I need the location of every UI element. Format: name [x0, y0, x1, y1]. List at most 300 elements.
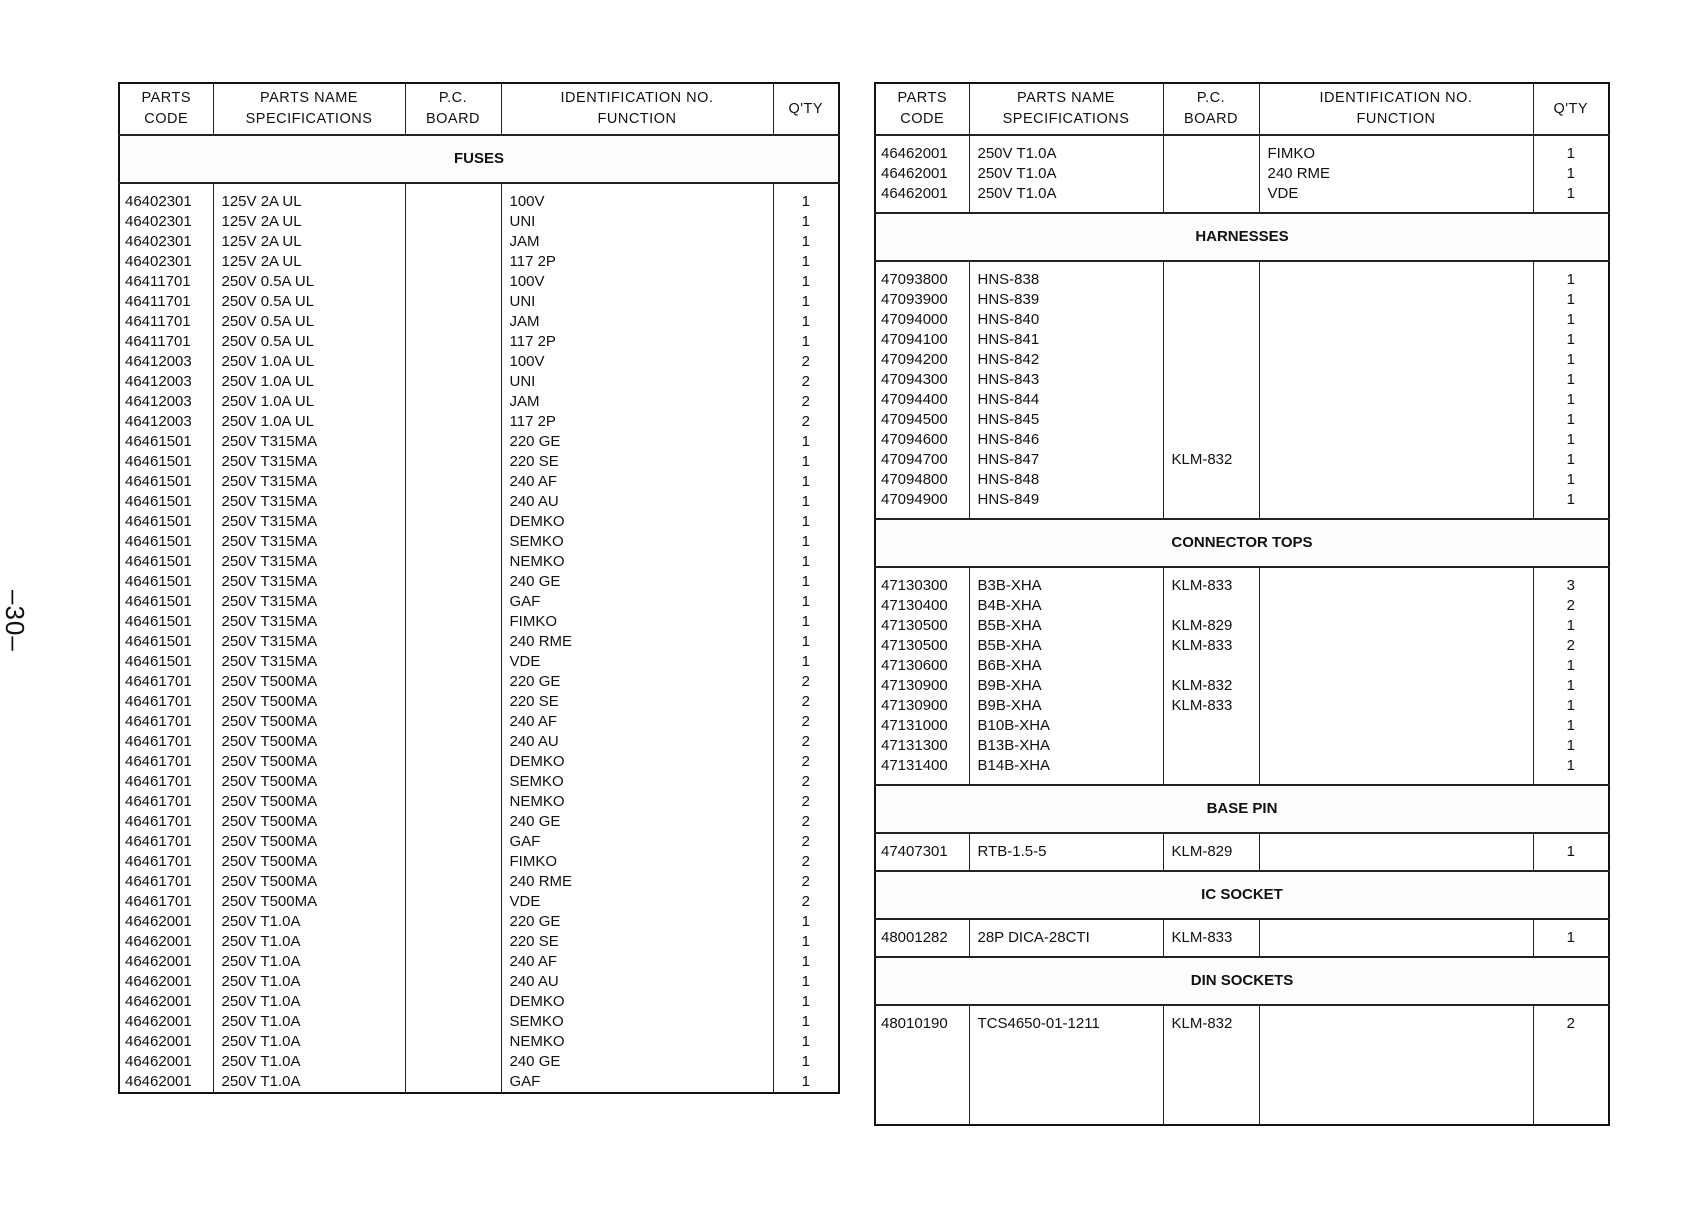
spacer-cell — [1163, 567, 1259, 576]
table-row — [119, 452, 839, 472]
parts-code-cell: 47094900 — [875, 490, 969, 510]
parts-code-cell: 46462001 — [119, 972, 213, 992]
parts-name-cell: HNS-847 — [969, 450, 1163, 470]
qty-cell: 1 — [773, 1052, 839, 1072]
table-row — [875, 636, 1609, 656]
parts-name-cell: B13B-XHA — [969, 736, 1163, 756]
function-cell: 240 RME — [501, 632, 773, 652]
pc-board-cell — [405, 492, 501, 512]
parts-name-cell: HNS-843 — [969, 370, 1163, 390]
header-line: PARTS — [141, 90, 191, 106]
function-cell: 240 RME — [1259, 164, 1533, 184]
parts-name-cell: 250V T315MA — [213, 652, 405, 672]
spacer-cell — [1533, 261, 1609, 270]
pc-board-cell — [1163, 756, 1259, 776]
qty-cell: 2 — [773, 812, 839, 832]
parts-code-cell: 47094600 — [875, 430, 969, 450]
function-cell: 117 2P — [501, 412, 773, 432]
spacer-row — [875, 919, 1609, 928]
pc-board-cell — [1163, 270, 1259, 290]
parts-name-cell: B14B-XHA — [969, 756, 1163, 776]
table-row — [875, 616, 1609, 636]
pc-board-cell — [405, 412, 501, 432]
table-row — [119, 672, 839, 692]
parts-name-cell: 125V 2A UL — [213, 252, 405, 272]
spacer-cell — [1533, 833, 1609, 842]
parts-code-cell: 46461701 — [119, 672, 213, 692]
spacer-cell — [1259, 135, 1533, 144]
function-cell: 220 SE — [501, 452, 773, 472]
function-cell — [1259, 410, 1533, 430]
pc-board-cell — [405, 232, 501, 252]
table-row — [119, 612, 839, 632]
function-cell: 220 SE — [501, 692, 773, 712]
table-row — [875, 596, 1609, 616]
function-cell: JAM — [501, 312, 773, 332]
parts-table-right — [874, 82, 1610, 1126]
pc-board-cell — [405, 752, 501, 772]
qty-cell: 2 — [773, 792, 839, 812]
qty-cell: 1 — [1533, 676, 1609, 696]
pc-board-cell — [405, 912, 501, 932]
parts-name-cell: 250V T1.0A — [213, 1012, 405, 1032]
qty-cell: 1 — [773, 332, 839, 352]
table-row — [119, 472, 839, 492]
parts-code-cell: 46462001 — [875, 184, 969, 204]
pc-board-cell — [405, 1032, 501, 1052]
parts-code-cell: 47130900 — [875, 676, 969, 696]
function-cell: 240 AF — [501, 472, 773, 492]
parts-name-cell: 250V T500MA — [213, 892, 405, 912]
table-row — [119, 352, 839, 372]
header-line: BOARD — [1183, 111, 1239, 127]
qty-cell: 1 — [773, 1072, 839, 1093]
header-line: FUNCTION — [1356, 111, 1436, 127]
parts-code-cell: 46462001 — [119, 952, 213, 972]
parts-name-cell: 250V T1.0A — [213, 1072, 405, 1093]
pc-board-cell — [405, 652, 501, 672]
parts-code-cell: 47130900 — [875, 696, 969, 716]
pc-board-cell — [405, 512, 501, 532]
parts-name-cell: HNS-839 — [969, 290, 1163, 310]
parts-name-cell: 250V T315MA — [213, 592, 405, 612]
function-cell: 240 AF — [501, 952, 773, 972]
spacer-cell — [773, 183, 839, 192]
spacer-cell — [1163, 862, 1259, 871]
section-header — [875, 213, 1609, 261]
pc-board-cell — [405, 572, 501, 592]
spacer-cell — [1259, 948, 1533, 957]
qty-cell: 2 — [1533, 1014, 1609, 1034]
function-cell — [1259, 390, 1533, 410]
table-row — [875, 290, 1609, 310]
parts-name-cell: 250V T1.0A — [213, 1032, 405, 1052]
parts-name-cell: 250V 0.5A UL — [213, 312, 405, 332]
table-row — [875, 676, 1609, 696]
parts-code-cell: 46402301 — [119, 232, 213, 252]
parts-code-cell: 46412003 — [119, 372, 213, 392]
spacer-cell — [1163, 948, 1259, 957]
function-cell: GAF — [501, 832, 773, 852]
spacer-cell — [1163, 135, 1259, 144]
parts-name-cell: 250V T315MA — [213, 572, 405, 592]
table-row — [119, 212, 839, 232]
table-body-right — [875, 135, 1609, 1125]
parts-code-cell: 46461501 — [119, 432, 213, 452]
spacer-cell — [1533, 1005, 1609, 1014]
pc-board-cell: KLM-832 — [1163, 450, 1259, 470]
qty-cell: 1 — [773, 252, 839, 272]
parts-code-cell: 46402301 — [119, 192, 213, 212]
parts-table-left — [118, 82, 840, 1094]
header-line: P.C. — [438, 90, 468, 106]
spacer-row — [875, 567, 1609, 576]
table-row — [875, 470, 1609, 490]
pc-board-cell: KLM-832 — [1163, 1014, 1259, 1034]
pc-board-cell: KLM-833 — [1163, 928, 1259, 948]
table-row — [119, 492, 839, 512]
table-row — [875, 1014, 1609, 1034]
qty-cell: 1 — [773, 492, 839, 512]
spacer-cell — [875, 948, 969, 957]
table-row — [875, 144, 1609, 164]
parts-name-cell: 250V T500MA — [213, 752, 405, 772]
parts-name-cell: TCS4650-01-1211 — [969, 1014, 1163, 1034]
parts-code-cell: 46412003 — [119, 352, 213, 372]
table-row — [119, 312, 839, 332]
qty-cell: 1 — [773, 212, 839, 232]
parts-name-cell: HNS-840 — [969, 310, 1163, 330]
function-cell: JAM — [501, 392, 773, 412]
function-cell — [1259, 470, 1533, 490]
parts-name-cell: 125V 2A UL — [213, 192, 405, 212]
parts-name-cell: HNS-848 — [969, 470, 1163, 490]
spacer-cell — [1259, 204, 1533, 213]
pc-board-cell — [405, 552, 501, 572]
pc-board-cell — [405, 672, 501, 692]
parts-name-cell: 250V T315MA — [213, 472, 405, 492]
pc-board-cell — [405, 452, 501, 472]
qty-cell: 2 — [773, 892, 839, 912]
parts-name-cell: 125V 2A UL — [213, 212, 405, 232]
function-cell — [1259, 330, 1533, 350]
function-cell — [1259, 430, 1533, 450]
parts-code-cell: 46411701 — [119, 292, 213, 312]
qty-cell: 1 — [773, 572, 839, 592]
table-row — [875, 270, 1609, 290]
parts-code-cell: 46461501 — [119, 612, 213, 632]
function-cell: UNI — [501, 212, 773, 232]
spacer-cell — [969, 261, 1163, 270]
table-row — [119, 652, 839, 672]
spacer-cell — [1259, 776, 1533, 785]
table-row — [119, 932, 839, 952]
spacer-cell — [501, 183, 773, 192]
pc-board-cell: KLM-829 — [1163, 616, 1259, 636]
qty-cell: 1 — [773, 312, 839, 332]
parts-code-cell: 46411701 — [119, 312, 213, 332]
pc-board-cell — [1163, 390, 1259, 410]
parts-code-cell: 47131400 — [875, 756, 969, 776]
table-row — [119, 952, 839, 972]
qty-cell: 1 — [773, 292, 839, 312]
qty-cell: 1 — [1533, 716, 1609, 736]
function-cell — [1259, 842, 1533, 862]
function-cell — [1259, 310, 1533, 330]
parts-name-cell: 250V 1.0A UL — [213, 352, 405, 372]
parts-code-cell: 47094400 — [875, 390, 969, 410]
parts-name-cell: 250V T500MA — [213, 692, 405, 712]
col-header-identification — [501, 83, 773, 135]
parts-code-cell: 47094500 — [875, 410, 969, 430]
parts-code-cell: 46461701 — [119, 752, 213, 772]
qty-cell: 2 — [773, 352, 839, 372]
pc-board-cell — [405, 712, 501, 732]
parts-code-cell: 47094100 — [875, 330, 969, 350]
parts-code-cell: 46461501 — [119, 532, 213, 552]
qty-cell: 1 — [773, 432, 839, 452]
parts-name-cell: 250V T500MA — [213, 872, 405, 892]
parts-name-cell: B6B-XHA — [969, 656, 1163, 676]
qty-cell: 1 — [773, 532, 839, 552]
pc-board-cell — [405, 252, 501, 272]
parts-name-cell: HNS-846 — [969, 430, 1163, 450]
pc-board-cell — [405, 1012, 501, 1032]
spacer-cell — [875, 204, 969, 213]
qty-cell: 2 — [773, 872, 839, 892]
pc-board-cell — [405, 1052, 501, 1072]
qty-cell: 2 — [773, 372, 839, 392]
pc-board-cell — [405, 272, 501, 292]
spacer-cell — [1259, 261, 1533, 270]
parts-name-cell: 250V T500MA — [213, 812, 405, 832]
section-header — [875, 871, 1609, 919]
table-row — [119, 992, 839, 1012]
table-row — [119, 572, 839, 592]
spacer-cell — [1533, 1034, 1609, 1125]
spacer-cell — [405, 183, 501, 192]
section-header — [875, 785, 1609, 833]
parts-code-cell: 47130400 — [875, 596, 969, 616]
table-row — [875, 736, 1609, 756]
spacer-cell — [1533, 510, 1609, 519]
qty-cell: 1 — [773, 912, 839, 932]
pc-board-cell — [1163, 490, 1259, 510]
function-cell: SEMKO — [501, 532, 773, 552]
pc-board-cell — [405, 732, 501, 752]
pc-board-cell — [405, 212, 501, 232]
parts-name-cell: 250V T1.0A — [213, 912, 405, 932]
table-row — [119, 732, 839, 752]
spacer-cell — [1259, 1005, 1533, 1014]
pc-board-cell — [405, 192, 501, 212]
col-header-parts-name — [213, 83, 405, 135]
spacer-cell — [1259, 510, 1533, 519]
qty-cell: 1 — [773, 652, 839, 672]
pc-board-cell — [405, 332, 501, 352]
section-header — [875, 957, 1609, 1005]
table-row — [119, 852, 839, 872]
pc-board-cell — [1163, 164, 1259, 184]
qty-cell: 1 — [1533, 470, 1609, 490]
function-cell — [1259, 576, 1533, 596]
parts-name-cell: HNS-841 — [969, 330, 1163, 350]
parts-code-cell: 46402301 — [119, 252, 213, 272]
header-line: Q'TY — [1553, 100, 1589, 117]
table-row — [119, 252, 839, 272]
pc-board-cell — [405, 372, 501, 392]
spacer-cell — [969, 1005, 1163, 1014]
spacer-cell — [875, 833, 969, 842]
parts-code-cell: 46461501 — [119, 472, 213, 492]
pc-board-cell — [405, 312, 501, 332]
spacer-cell — [969, 833, 1163, 842]
function-cell: VDE — [501, 652, 773, 672]
parts-code-cell: 47094200 — [875, 350, 969, 370]
table-row — [875, 656, 1609, 676]
parts-name-cell: 250V T1.0A — [213, 932, 405, 952]
spacer-row — [875, 862, 1609, 871]
table-row — [119, 232, 839, 252]
pc-board-cell — [405, 592, 501, 612]
header-line: PARTS — [897, 90, 947, 106]
qty-cell: 2 — [1533, 636, 1609, 656]
function-cell: VDE — [1259, 184, 1533, 204]
header-line: PARTS NAME — [1017, 90, 1115, 106]
spacer-cell — [969, 862, 1163, 871]
qty-cell: 1 — [773, 612, 839, 632]
pc-board-cell — [1163, 410, 1259, 430]
parts-code-cell: 46462001 — [119, 992, 213, 1012]
qty-cell: 1 — [1533, 144, 1609, 164]
parts-code-cell: 46461701 — [119, 812, 213, 832]
table-header — [119, 83, 839, 135]
function-cell — [1259, 270, 1533, 290]
header-line: CODE — [900, 111, 945, 127]
spacer-cell — [875, 135, 969, 144]
parts-name-cell: 250V 0.5A UL — [213, 272, 405, 292]
table-row — [875, 184, 1609, 204]
function-cell — [1259, 656, 1533, 676]
pc-board-cell: KLM-832 — [1163, 676, 1259, 696]
parts-code-cell: 46461501 — [119, 512, 213, 532]
qty-cell: 1 — [773, 992, 839, 1012]
qty-cell: 2 — [773, 832, 839, 852]
header-line: SPECIFICATIONS — [1002, 111, 1130, 127]
function-cell: SEMKO — [501, 772, 773, 792]
table-header — [875, 83, 1609, 135]
parts-code-cell: 46461701 — [119, 692, 213, 712]
spacer-cell — [875, 776, 969, 785]
table-row — [119, 512, 839, 532]
spacer-cell — [1163, 1034, 1259, 1125]
header-line: IDENTIFICATION NO. — [1319, 90, 1473, 106]
table-row — [119, 192, 839, 212]
pc-board-cell — [1163, 736, 1259, 756]
function-cell — [1259, 596, 1533, 616]
parts-code-cell: 46461701 — [119, 852, 213, 872]
section-header — [119, 135, 839, 183]
function-cell: 220 GE — [501, 672, 773, 692]
qty-cell: 1 — [773, 472, 839, 492]
function-cell — [1259, 616, 1533, 636]
parts-code-cell: 46462001 — [875, 144, 969, 164]
parts-name-cell: 250V 1.0A UL — [213, 372, 405, 392]
table-row — [875, 450, 1609, 470]
qty-cell: 2 — [773, 852, 839, 872]
spacer-cell — [1163, 204, 1259, 213]
col-header-identification — [1259, 83, 1533, 135]
parts-code-cell: 47131300 — [875, 736, 969, 756]
table-row — [875, 842, 1609, 862]
parts-code-cell: 46411701 — [119, 272, 213, 292]
table-row — [119, 1052, 839, 1072]
table-row — [119, 792, 839, 812]
function-cell — [1259, 736, 1533, 756]
parts-name-cell: 250V 0.5A UL — [213, 292, 405, 312]
function-cell: JAM — [501, 232, 773, 252]
function-cell: VDE — [501, 892, 773, 912]
parts-code-cell: 47131000 — [875, 716, 969, 736]
function-cell — [1259, 350, 1533, 370]
parts-code-cell: 46462001 — [119, 1052, 213, 1072]
qty-cell: 1 — [1533, 490, 1609, 510]
spacer-cell — [969, 135, 1163, 144]
parts-name-cell: 250V T315MA — [213, 512, 405, 532]
spacer-cell — [1163, 510, 1259, 519]
parts-name-cell: 250V T315MA — [213, 612, 405, 632]
page-number: –30– — [0, 590, 30, 652]
table-row — [119, 552, 839, 572]
pc-board-cell — [405, 632, 501, 652]
spacer-cell — [969, 567, 1163, 576]
table-row — [875, 310, 1609, 330]
parts-code-cell: 47407301 — [875, 842, 969, 862]
section-header — [875, 519, 1609, 567]
qty-cell: 1 — [1533, 616, 1609, 636]
table-row — [875, 696, 1609, 716]
pc-board-cell — [1163, 430, 1259, 450]
function-cell — [1259, 756, 1533, 776]
function-cell — [1259, 696, 1533, 716]
qty-cell: 1 — [773, 1012, 839, 1032]
parts-name-cell: 250V 0.5A UL — [213, 332, 405, 352]
qty-cell: 1 — [773, 632, 839, 652]
qty-cell: 2 — [1533, 596, 1609, 616]
parts-code-cell: 46461701 — [119, 712, 213, 732]
qty-cell: 1 — [1533, 350, 1609, 370]
function-cell: 240 RME — [501, 872, 773, 892]
parts-name-cell: B4B-XHA — [969, 596, 1163, 616]
parts-code-cell: 46412003 — [119, 392, 213, 412]
parts-name-cell: 28P DICA-28CTI — [969, 928, 1163, 948]
table-row — [119, 292, 839, 312]
qty-cell: 1 — [773, 1032, 839, 1052]
qty-cell: 1 — [1533, 756, 1609, 776]
function-cell: DEMKO — [501, 752, 773, 772]
table-body-left — [119, 135, 839, 1093]
spacer-cell — [119, 183, 213, 192]
table-row — [875, 390, 1609, 410]
parts-name-cell: 250V T1.0A — [213, 972, 405, 992]
table-row — [875, 330, 1609, 350]
parts-name-cell: 250V T1.0A — [969, 164, 1163, 184]
parts-code-cell: 46461701 — [119, 872, 213, 892]
function-cell — [1259, 928, 1533, 948]
spacer-row — [875, 261, 1609, 270]
function-cell: NEMKO — [501, 1032, 773, 1052]
qty-cell: 1 — [773, 452, 839, 472]
